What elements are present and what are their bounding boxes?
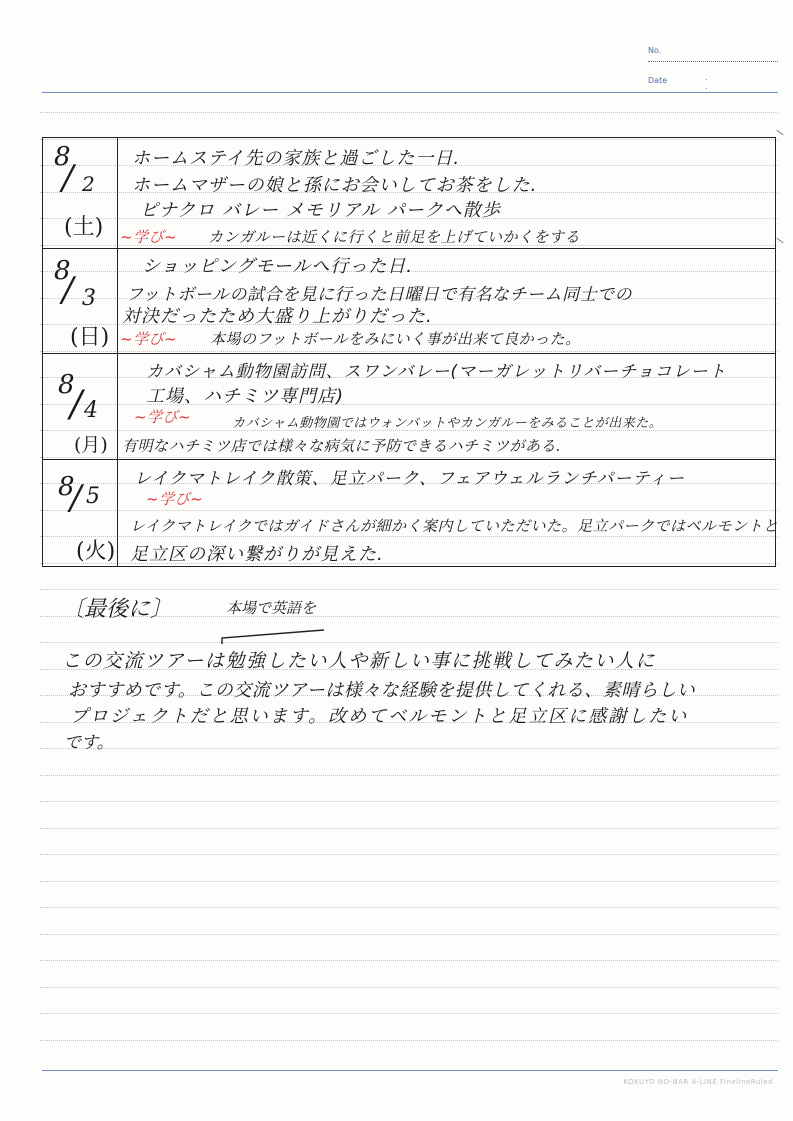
date-slash: / — [70, 478, 82, 518]
entry-weekday: (火) — [76, 539, 116, 564]
entry-month: 8 — [58, 472, 75, 502]
corner-mark — [776, 130, 783, 135]
table-row-divider — [42, 248, 776, 249]
ruled-line — [40, 828, 778, 829]
learn-label: ~学び~ — [120, 330, 178, 348]
table-row-divider — [42, 353, 776, 354]
ruled-line — [40, 960, 778, 961]
learn-label: ~学び~ — [146, 490, 204, 508]
header-rule — [42, 92, 778, 93]
learn-label: ~学び~ — [120, 228, 178, 246]
closing-insertion: 本場で英語を — [226, 599, 317, 617]
learn-text: カバシャム動物園ではウォンバットやカンガルーをみることが出来た。 — [232, 416, 663, 431]
ruled-line — [40, 589, 778, 590]
ruled-line — [40, 775, 778, 776]
entry-line: ホームステイ先の家族と過ごした一日. — [132, 148, 461, 169]
ruled-line — [40, 881, 778, 882]
entry-line: フットボールの試合を見に行った日曜日で有名なチーム同士での — [126, 285, 632, 305]
entry-day: 5 — [86, 484, 100, 509]
date-slash: / — [62, 270, 74, 310]
entry-month: 8 — [54, 142, 71, 172]
date-label: Date — [648, 76, 668, 85]
entry-line: ホームマザーの娘と孫にお会いしてお茶をした. — [132, 175, 538, 196]
ruled-line — [40, 112, 778, 113]
closing-line: プロジェクトだと思います。改めてベルモントと足立区に感謝したい — [70, 706, 689, 727]
learn-text: レイクマトレイクではガイドさんが細かく案内していただいた。足立パークではベルモントと — [130, 517, 779, 535]
entry-weekday: (土) — [64, 215, 104, 240]
ruled-line — [40, 1040, 778, 1041]
table-date-divider — [117, 137, 118, 567]
corner-mark — [776, 238, 783, 243]
entry-weekday: (日) — [70, 325, 110, 350]
ruled-line — [40, 854, 778, 855]
entry-weekday: (月) — [74, 434, 108, 456]
entry-line: ショッピングモールへ行った日. — [142, 256, 413, 277]
learn-text: カンガルーは近くに行くと前足を上げていかくをする — [208, 228, 581, 246]
ruled-line — [40, 907, 778, 908]
table-row-divider — [42, 459, 776, 460]
learn-text: 本場のフットボールをみにいく事が出来て良かった。 — [210, 330, 581, 348]
no-underline — [648, 61, 778, 62]
entry-day: 3 — [82, 286, 96, 311]
ruled-line — [40, 642, 778, 643]
ruled-line — [40, 1013, 778, 1014]
ruled-line — [40, 801, 778, 802]
entry-month: 8 — [58, 370, 75, 400]
entry-line: 有明なハチミツ店では様々な病気に予防できるハチミツがある. — [122, 437, 562, 455]
closing-line: おすすめです。この交流ツアーは様々な経験を提供してくれる、素晴らしい — [68, 680, 696, 701]
date-slash: / — [62, 158, 74, 198]
learn-label: ~学び~ — [134, 408, 192, 426]
insertion-caret — [212, 616, 332, 646]
entry-line: ピナクロ バレー メモリアル パークへ散歩 — [140, 200, 501, 221]
footer-rule — [42, 1070, 778, 1071]
date-slash: / — [70, 384, 83, 425]
entry-day: 2 — [82, 172, 95, 196]
entry-month: 8 — [54, 256, 71, 286]
closing-heading: 〔最後に〕 — [62, 597, 173, 622]
no-label: No. — [648, 46, 662, 55]
entry-line: レイクマトレイク散策、足立パーク、フェアウェルランチパーティー — [134, 469, 686, 489]
date-dots: . . — [705, 73, 740, 91]
entry-day: 4 — [84, 398, 98, 423]
closing-line: です。 — [64, 733, 114, 753]
ruled-line — [40, 748, 778, 749]
brand-footer: KOKUYO NO-ⅢAR A-LINE FinelineRuled — [623, 1078, 773, 1086]
closing-line: この交流ツアーは勉強したい人や新しい事に挑戦してみたい人に — [62, 650, 656, 672]
entry-line: カバシャム動物園訪問、スワンバレー(マーガレットリバーチョコレート — [146, 362, 727, 382]
ruled-line — [40, 934, 778, 935]
entry-line: 工場、ハチミツ専門店) — [146, 386, 345, 407]
entry-line: 対決だったため大盛り上がりだった. — [122, 306, 433, 327]
ruled-line — [40, 987, 778, 988]
entry-line: 足立区の深い繋がりが見えた. — [130, 544, 384, 565]
